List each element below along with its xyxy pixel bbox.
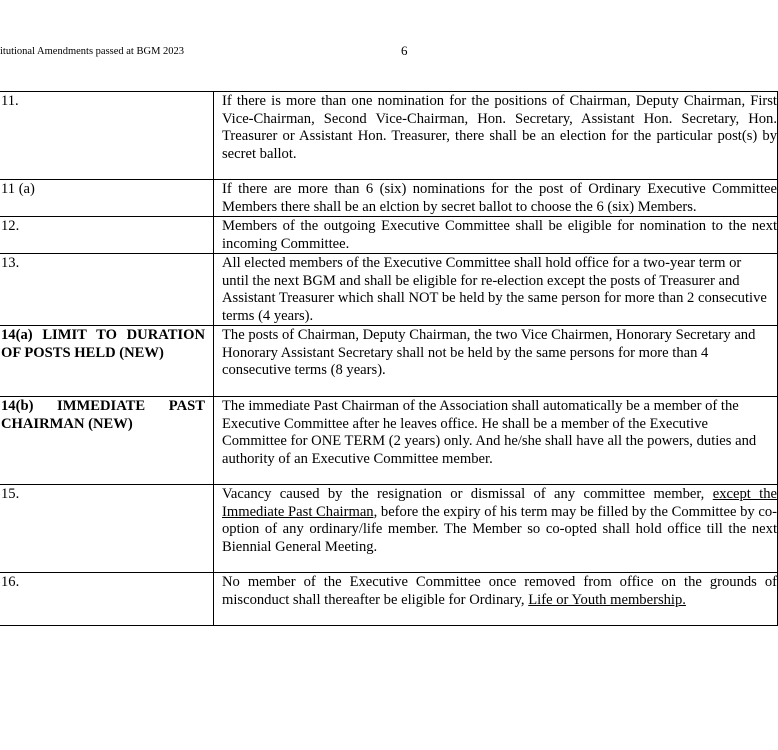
clause-line: terms (4 years). (222, 307, 314, 324)
table-row (0, 573, 778, 626)
clause-number: 13. (0, 254, 214, 326)
clause-number: 11 (a) (0, 180, 214, 217)
clause-text-part: No member of the Executive Committee once removed from office on the grounds of misconduct shall thereafter be eligible for Ordinary, (222, 574, 777, 608)
clause-number: 14(a) LIMIT TO DURATION OF POSTS HELD (NEW) (0, 326, 214, 397)
clause-line: consecutive terms (8 years). (222, 362, 386, 378)
clause-number: 12. (0, 217, 214, 254)
clause-number: 15. (0, 485, 214, 573)
clause-number: 14(b) IMMEDIATE PAST CHAIRMAN (NEW) (0, 397, 214, 485)
table-row (0, 180, 778, 217)
clause-text (214, 573, 778, 626)
clause-text: If there are more than 6 (six) nominations for the post of Ordinary Executive Committee Members there shall be an elction by secret ballot to choose the 6 (six) Members. (214, 180, 778, 217)
clause-text (214, 397, 778, 485)
table-row (0, 485, 778, 573)
clause-line: until the next BGM and shall be eligible for re-election except the posts of Treasurer and (222, 272, 740, 289)
clause-text-part: Vacancy caused by the resignation or dismissal of any committee member, (222, 486, 713, 502)
clause-line: Assistant Treasurer which shall NOT be held by the same person for more than 2 consecutive (222, 290, 767, 306)
clause-line: Honorary Assistant Secretary shall not be held by the same persons for more than 4 (222, 344, 709, 361)
page-number: 6 (401, 43, 408, 58)
clause-line: The immediate Past Chairman of the Association shall automatically be a member of the (222, 398, 739, 414)
clause-text: Members of the outgoing Executive Committee shall be eligible for nomination to the next incoming Committee. (214, 217, 778, 254)
clause-number: 16. (0, 573, 214, 626)
clause-text (214, 254, 778, 326)
underlined-membership-text: Life or Youth membership. (528, 591, 686, 608)
clause-text-part: before the expiry of his term may be filled by the Committee by co-option of any ordinary/life member. The Member so co-opted shall hold office till the next Biennial General Meeting. (222, 503, 777, 555)
table-row (0, 92, 778, 180)
clause-line: All elected members of the Executive Committee shall hold office for a two-year term or (222, 255, 742, 271)
document-header-title: itutional Amendments passed at BGM 2023 (0, 46, 185, 57)
table-row (0, 217, 778, 254)
table-row (0, 326, 778, 397)
clause-line: Committee for ONE TERM (2 years) only. And he/she shall have all the powers, duties and (222, 433, 757, 449)
clause-text (214, 326, 778, 397)
underlined-exception-text: except the Immediate Past Chairman, (222, 486, 778, 520)
table-row (0, 254, 778, 326)
clause-line: Executive Committee after he leaves office. He shall be a member of the Executive (222, 415, 708, 432)
table-row (0, 397, 778, 485)
clause-line: authority of an Executive Committee member. (222, 450, 493, 467)
amendments-table (0, 91, 778, 626)
clause-line: The posts of Chairman, Deputy Chairman, the two Vice Chairmen, Honorary Secretary and (222, 327, 756, 343)
clause-text (214, 485, 778, 573)
clause-number: 11. (0, 92, 214, 180)
clause-text: If there is more than one nomination for the positions of Chairman, Deputy Chairman, First Vice-Chairman, Second Vice-Chairman, Hon. Secretary, Assistant Hon. Secretary, Hon. Treasurer or Assistant Hon. Treasurer, there shall be an election for the particular post(s) by secret ballot. (214, 92, 778, 180)
